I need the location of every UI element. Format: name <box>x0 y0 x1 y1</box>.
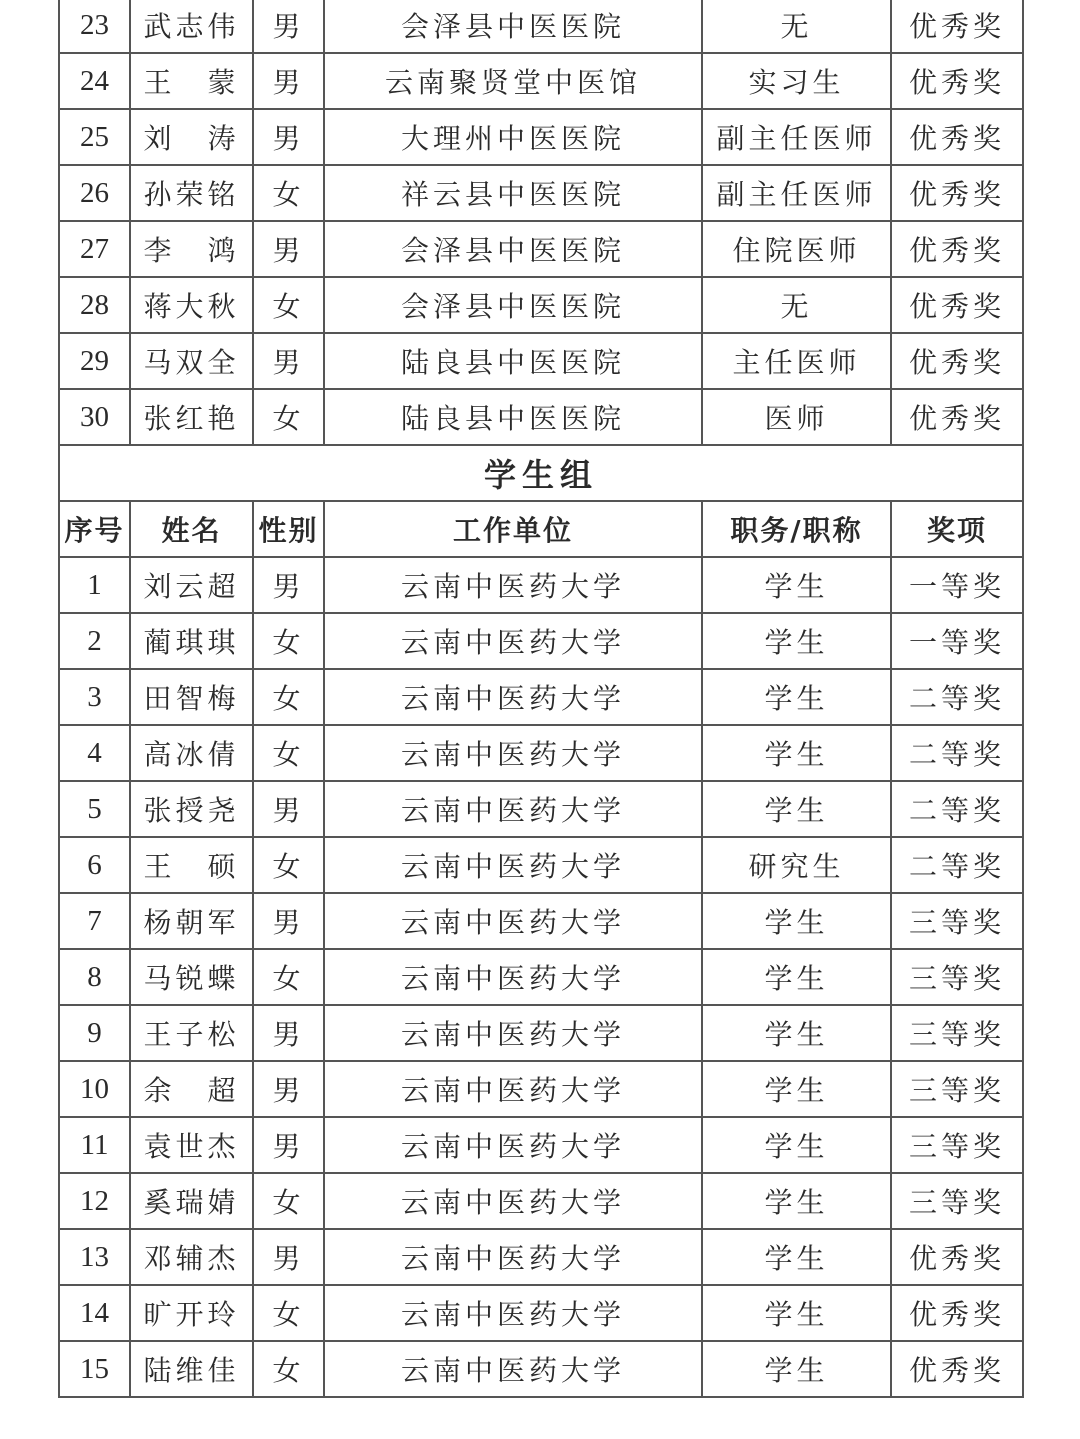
work-unit-cell: 云南聚贤堂中医馆 <box>324 53 702 109</box>
job-title-cell: 学生 <box>702 1117 891 1173</box>
job-title-cell: 学生 <box>702 1061 891 1117</box>
row-number-cell: 12 <box>59 1173 130 1229</box>
gender-cell: 女 <box>253 669 324 725</box>
table-row <box>59 109 1023 165</box>
gender-cell: 男 <box>253 893 324 949</box>
row-number-cell: 1 <box>59 557 130 613</box>
work-unit-cell: 陆良县中医医院 <box>324 333 702 389</box>
gender-cell: 女 <box>253 1285 324 1341</box>
header-title: 职务/职称 <box>702 501 891 557</box>
table-row <box>59 165 1023 221</box>
person-name-cell: 杨朝军 <box>130 893 253 949</box>
row-number-cell: 10 <box>59 1061 130 1117</box>
award-table <box>58 0 1024 1398</box>
table-row <box>59 1005 1023 1061</box>
award-cell: 优秀奖 <box>891 333 1023 389</box>
award-cell: 优秀奖 <box>891 1341 1023 1397</box>
person-name-cell: 蒋大秋 <box>130 277 253 333</box>
header-no: 序号 <box>59 501 130 557</box>
work-unit-cell: 会泽县中医医院 <box>324 277 702 333</box>
table-row <box>59 1173 1023 1229</box>
person-name-cell: 张授尧 <box>130 781 253 837</box>
table-row <box>59 1061 1023 1117</box>
work-unit-cell: 会泽县中医医院 <box>324 0 702 53</box>
gender-cell: 女 <box>253 725 324 781</box>
job-title-cell: 学生 <box>702 949 891 1005</box>
work-unit-cell: 会泽县中医医院 <box>324 221 702 277</box>
column-header-row <box>59 501 1023 557</box>
table-row <box>59 221 1023 277</box>
header-award: 奖项 <box>891 501 1023 557</box>
row-number-cell: 15 <box>59 1341 130 1397</box>
gender-cell: 男 <box>253 1117 324 1173</box>
row-number-cell: 9 <box>59 1005 130 1061</box>
job-title-cell: 无 <box>702 277 891 333</box>
section-title-row <box>59 445 1023 501</box>
job-title-cell: 医师 <box>702 389 891 445</box>
award-cell: 优秀奖 <box>891 0 1023 53</box>
job-title-cell: 学生 <box>702 781 891 837</box>
row-number-cell: 3 <box>59 669 130 725</box>
job-title-cell: 学生 <box>702 557 891 613</box>
row-number-cell: 25 <box>59 109 130 165</box>
person-name-cell: 邓辅杰 <box>130 1229 253 1285</box>
work-unit-cell: 祥云县中医医院 <box>324 165 702 221</box>
job-title-cell: 学生 <box>702 1285 891 1341</box>
job-title-cell: 学生 <box>702 1341 891 1397</box>
table-row <box>59 1117 1023 1173</box>
row-number-cell: 23 <box>59 0 130 53</box>
work-unit-cell: 云南中医药大学 <box>324 1061 702 1117</box>
header-gender: 性别 <box>253 501 324 557</box>
gender-cell: 女 <box>253 613 324 669</box>
table-row <box>59 837 1023 893</box>
work-unit-cell: 云南中医药大学 <box>324 837 702 893</box>
row-number-cell: 28 <box>59 277 130 333</box>
row-number-cell: 27 <box>59 221 130 277</box>
person-name-cell: 马双全 <box>130 333 253 389</box>
table-row <box>59 1285 1023 1341</box>
work-unit-cell: 云南中医药大学 <box>324 669 702 725</box>
person-name-cell: 奚瑞婧 <box>130 1173 253 1229</box>
person-name-cell: 王 蒙 <box>130 53 253 109</box>
award-list-document <box>58 0 1022 1398</box>
award-cell: 二等奖 <box>891 781 1023 837</box>
job-title-cell: 主任医师 <box>702 333 891 389</box>
header-name: 姓名 <box>130 501 253 557</box>
job-title-cell: 副主任医师 <box>702 109 891 165</box>
award-cell: 优秀奖 <box>891 277 1023 333</box>
gender-cell: 男 <box>253 557 324 613</box>
award-cell: 三等奖 <box>891 1005 1023 1061</box>
person-name-cell: 刘云超 <box>130 557 253 613</box>
award-cell: 二等奖 <box>891 725 1023 781</box>
gender-cell: 男 <box>253 1061 324 1117</box>
table-row <box>59 333 1023 389</box>
person-name-cell: 王 硕 <box>130 837 253 893</box>
work-unit-cell: 云南中医药大学 <box>324 725 702 781</box>
gender-cell: 女 <box>253 837 324 893</box>
student-group-rows <box>59 557 1023 1397</box>
work-unit-cell: 云南中医药大学 <box>324 613 702 669</box>
award-cell: 优秀奖 <box>891 165 1023 221</box>
row-number-cell: 13 <box>59 1229 130 1285</box>
row-number-cell: 26 <box>59 165 130 221</box>
award-cell: 优秀奖 <box>891 53 1023 109</box>
job-title-cell: 学生 <box>702 1005 891 1061</box>
award-cell: 优秀奖 <box>891 109 1023 165</box>
person-name-cell: 旷开玲 <box>130 1285 253 1341</box>
row-number-cell: 29 <box>59 333 130 389</box>
work-unit-cell: 云南中医药大学 <box>324 1117 702 1173</box>
table-row <box>59 53 1023 109</box>
row-number-cell: 14 <box>59 1285 130 1341</box>
table-row <box>59 781 1023 837</box>
job-title-cell: 研究生 <box>702 837 891 893</box>
row-number-cell: 11 <box>59 1117 130 1173</box>
person-name-cell: 陆维佳 <box>130 1341 253 1397</box>
person-name-cell: 武志伟 <box>130 0 253 53</box>
person-name-cell: 张红艳 <box>130 389 253 445</box>
award-cell: 二等奖 <box>891 669 1023 725</box>
gender-cell: 女 <box>253 1341 324 1397</box>
award-cell: 三等奖 <box>891 1117 1023 1173</box>
person-name-cell: 高冰倩 <box>130 725 253 781</box>
row-number-cell: 6 <box>59 837 130 893</box>
job-title-cell: 学生 <box>702 669 891 725</box>
row-number-cell: 7 <box>59 893 130 949</box>
work-unit-cell: 云南中医药大学 <box>324 1005 702 1061</box>
award-cell: 一等奖 <box>891 557 1023 613</box>
work-unit-cell: 云南中医药大学 <box>324 893 702 949</box>
row-number-cell: 5 <box>59 781 130 837</box>
person-name-cell: 马锐蝶 <box>130 949 253 1005</box>
work-unit-cell: 云南中医药大学 <box>324 557 702 613</box>
person-name-cell: 蔺琪琪 <box>130 613 253 669</box>
table-row <box>59 557 1023 613</box>
gender-cell: 女 <box>253 949 324 1005</box>
award-cell: 优秀奖 <box>891 389 1023 445</box>
table-row <box>59 1229 1023 1285</box>
work-unit-cell: 云南中医药大学 <box>324 1229 702 1285</box>
student-group-header <box>59 445 1023 557</box>
gender-cell: 男 <box>253 0 324 53</box>
row-number-cell: 24 <box>59 53 130 109</box>
work-unit-cell: 云南中医药大学 <box>324 1285 702 1341</box>
row-number-cell: 2 <box>59 613 130 669</box>
award-cell: 优秀奖 <box>891 221 1023 277</box>
work-unit-cell: 大理州中医医院 <box>324 109 702 165</box>
gender-cell: 女 <box>253 1173 324 1229</box>
gender-cell: 女 <box>253 389 324 445</box>
gender-cell: 男 <box>253 781 324 837</box>
job-title-cell: 学生 <box>702 1173 891 1229</box>
person-name-cell: 余 超 <box>130 1061 253 1117</box>
person-name-cell: 王子松 <box>130 1005 253 1061</box>
person-name-cell: 袁世杰 <box>130 1117 253 1173</box>
table-row <box>59 0 1023 53</box>
table-row <box>59 389 1023 445</box>
award-cell: 一等奖 <box>891 613 1023 669</box>
person-name-cell: 李 鸿 <box>130 221 253 277</box>
table-row <box>59 277 1023 333</box>
table-row <box>59 613 1023 669</box>
table-row <box>59 669 1023 725</box>
staff-group-rows <box>59 0 1023 445</box>
gender-cell: 男 <box>253 221 324 277</box>
table-row <box>59 1341 1023 1397</box>
job-title-cell: 实习生 <box>702 53 891 109</box>
table-row <box>59 949 1023 1005</box>
gender-cell: 男 <box>253 53 324 109</box>
header-unit: 工作单位 <box>324 501 702 557</box>
table-row <box>59 725 1023 781</box>
gender-cell: 男 <box>253 109 324 165</box>
award-cell: 三等奖 <box>891 893 1023 949</box>
table-row <box>59 893 1023 949</box>
person-name-cell: 田智梅 <box>130 669 253 725</box>
job-title-cell: 学生 <box>702 725 891 781</box>
job-title-cell: 学生 <box>702 613 891 669</box>
gender-cell: 男 <box>253 1229 324 1285</box>
award-cell: 三等奖 <box>891 1173 1023 1229</box>
gender-cell: 男 <box>253 1005 324 1061</box>
job-title-cell: 学生 <box>702 1229 891 1285</box>
job-title-cell: 学生 <box>702 893 891 949</box>
job-title-cell: 副主任医师 <box>702 165 891 221</box>
gender-cell: 男 <box>253 333 324 389</box>
work-unit-cell: 云南中医药大学 <box>324 1173 702 1229</box>
award-cell: 三等奖 <box>891 1061 1023 1117</box>
row-number-cell: 30 <box>59 389 130 445</box>
work-unit-cell: 陆良县中医医院 <box>324 389 702 445</box>
award-cell: 优秀奖 <box>891 1285 1023 1341</box>
job-title-cell: 无 <box>702 0 891 53</box>
work-unit-cell: 云南中医药大学 <box>324 1341 702 1397</box>
row-number-cell: 4 <box>59 725 130 781</box>
award-cell: 三等奖 <box>891 949 1023 1005</box>
person-name-cell: 刘 涛 <box>130 109 253 165</box>
gender-cell: 女 <box>253 277 324 333</box>
award-cell: 优秀奖 <box>891 1229 1023 1285</box>
section-title: 学生组 <box>59 445 1023 501</box>
work-unit-cell: 云南中医药大学 <box>324 781 702 837</box>
award-cell: 二等奖 <box>891 837 1023 893</box>
work-unit-cell: 云南中医药大学 <box>324 949 702 1005</box>
row-number-cell: 8 <box>59 949 130 1005</box>
person-name-cell: 孙荣铭 <box>130 165 253 221</box>
gender-cell: 女 <box>253 165 324 221</box>
job-title-cell: 住院医师 <box>702 221 891 277</box>
